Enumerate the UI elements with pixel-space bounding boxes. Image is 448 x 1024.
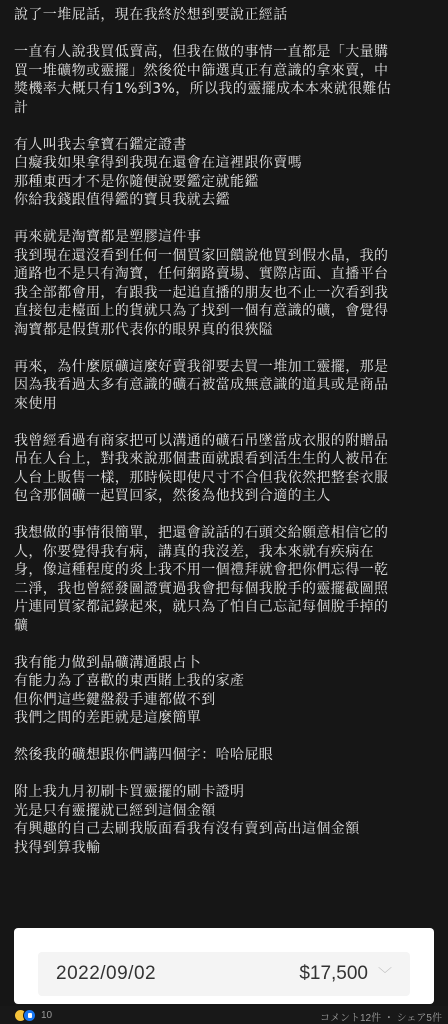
text-line: 因為我看過太多有意識的礦石被當成無意識的道具或是商品 — [14, 377, 389, 393]
text-line: 但你們這些鍵盤殺手連都做不到 — [14, 691, 216, 708]
text-line: 找得到算我輸 — [14, 839, 101, 856]
text-line: 說了一堆屁話，現在我終於想到要說正經話 — [14, 7, 288, 23]
text-line: 附上我九月初刷卡買靈擺的刷卡證明 — [14, 784, 245, 800]
text-line: 人，你要覺得我有病，講真的我沒差，我本來就有疾病在 — [14, 543, 374, 560]
text-line: 獎機率大概只有1%到3%，所以我的靈擺成本本來就很難估 — [14, 81, 392, 97]
transaction-amount: $17,500 — [299, 963, 368, 984]
paragraph — [14, 358, 438, 414]
text-line: 我們之間的差距就是這麼簡單 — [14, 710, 202, 726]
paragraph — [14, 43, 438, 117]
text-line: 我到現在還沒看到任何一個買家回饋說他買到假水晶，我的 — [14, 247, 389, 264]
text-line: 礦 — [14, 617, 29, 634]
text-line: 通路也不是只有淘寶，任何網路賣場、實際店面、直播平台 — [14, 266, 389, 282]
paragraph — [14, 136, 438, 210]
text-line: 再來就是淘寶都是塑膠這件事 — [14, 229, 202, 245]
text-line: 買一堆礦物或靈擺」然後從中篩選真正有意識的拿來賣，中 — [14, 62, 389, 79]
text-line: 白癡我如果拿得到我現在還會在這裡跟你賣嗎 — [14, 155, 302, 171]
text-line: 我想做的事情很簡單，把還會說話的石頭交給願意相信它的 — [14, 525, 389, 541]
text-line: 有興趣的自己去刷我版面看我有沒有賣到高出這個金額 — [14, 821, 360, 837]
text-line: 我有能力做到晶礦溝通跟占卜 — [14, 654, 202, 671]
chevron-down-icon: ﹀ — [378, 966, 392, 982]
text-line: 有能力為了喜歡的東西賭上我的家產 — [14, 673, 245, 689]
text-line: 二淨，我也曾經發圖證實過我會把每個我脫手的靈擺截圖照 — [14, 580, 389, 597]
paragraph — [14, 228, 438, 339]
post-footer — [0, 1006, 448, 1024]
paragraph — [14, 6, 438, 25]
text-line: 淘寶都是假貨那代表你的眼界真的很狹隘 — [14, 321, 274, 338]
text-line: 再來，為什麼原礦這麼好賣我卻要去買一堆加工靈擺，那是 — [14, 358, 389, 375]
post-text — [14, 6, 438, 876]
text-line: 片連同買家都記錄起來，就只為了怕自己忘記每個脫手掉的 — [14, 599, 389, 615]
paragraph — [14, 432, 438, 506]
text-line: 你給我錢跟值得鑑的寶貝我就去鑑 — [14, 192, 230, 208]
text-line: 吊在人台上，對我來說那個畫面就跟看到活生生的人被吊在 — [14, 451, 389, 467]
receipt-image[interactable] — [14, 928, 434, 1004]
text-line: 包含那個礦一起買回家，然後為他找到合適的主人 — [14, 488, 331, 504]
transaction-card — [38, 952, 410, 996]
text-line: 身，像這種程度的炎上我不用一個禮拜就會把你們忘得一乾 — [14, 562, 389, 578]
text-line: 那種東西才不是你隨便說要鑑定就能鑑 — [14, 173, 259, 190]
text-line: 我全部都會用，有跟我一起追直播的朋友也不止一次看到我 — [14, 284, 389, 301]
text-line: 來使用 — [14, 395, 58, 412]
text-line: 人台上販售一樣，那時候即使尺寸不合但我依然把整套衣服 — [14, 469, 389, 486]
text-line: 我曾經看過有商家把可以溝通的礦石吊墜當成衣服的附贈品 — [14, 432, 389, 449]
like-icon — [23, 1009, 36, 1022]
text-line: 有人叫我去拿寶石鑑定證書 — [14, 136, 187, 153]
text-line: 然後我的礦想跟你們講四個字：哈哈屁眼 — [14, 747, 274, 763]
paragraph — [14, 654, 438, 728]
transaction-date: 2022/09/02 — [56, 963, 157, 984]
paragraph — [14, 746, 438, 765]
text-line: 一直有人說我買低賣高，但我在做的事情一直都是「大量購 — [14, 44, 389, 60]
paragraph — [14, 783, 438, 857]
comments-shares[interactable]: コメント12件 ・ シェア5件 — [319, 1013, 442, 1024]
reaction-count: 10 — [41, 1010, 53, 1021]
reactions[interactable] — [14, 1009, 52, 1022]
text-line: 計 — [14, 99, 29, 116]
text-line: 直接包走檯面上的貨就只為了找到一個有意識的礦，會覺得 — [14, 303, 389, 319]
paragraph — [14, 524, 438, 635]
text-line: 光是只有靈擺就已經到這個金額 — [14, 802, 216, 819]
